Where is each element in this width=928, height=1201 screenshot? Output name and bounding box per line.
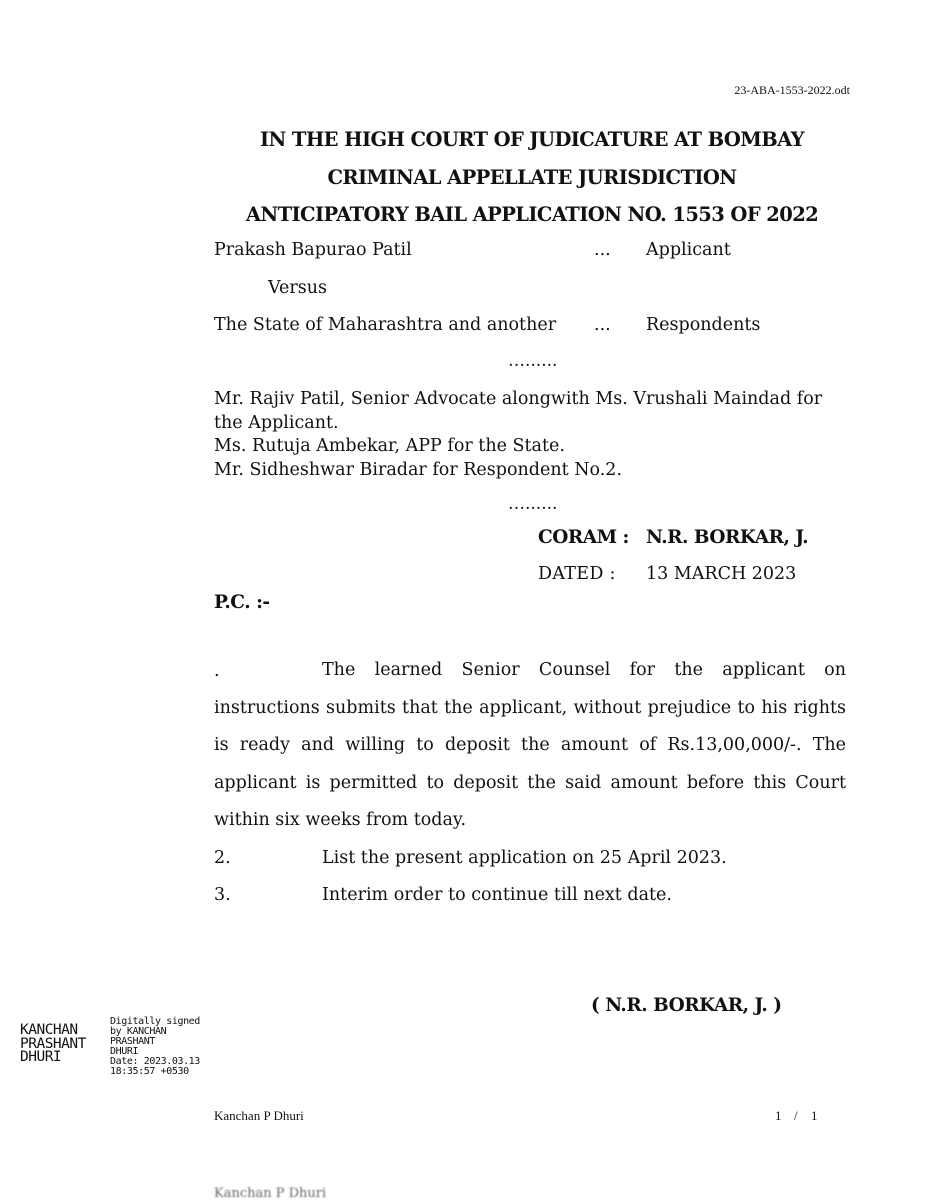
court-heading: IN THE HIGH COURT OF JUDICATURE AT BOMBAY — [260, 128, 804, 151]
dated-value: 13 MARCH 2023 — [646, 564, 797, 584]
footer-page-total: 1 — [811, 1108, 818, 1123]
respondent-role: Respondents — [646, 315, 761, 335]
applicant-dots: ... — [594, 240, 611, 260]
item-3-number: 3. — [214, 885, 231, 905]
judge-signature: ( N.R. BORKAR, J. ) — [591, 995, 782, 1016]
digital-signature-details: Digitally signed by KANCHAN PRASHANT DHURI Date: 2023.03.13 18:35:57 +0530 — [110, 1016, 200, 1077]
jurisdiction-heading: CRIMINAL APPELLATE JURISDICTION — [327, 166, 737, 189]
separator-bottom: …...... — [508, 494, 558, 514]
counsel-respondent: Mr. Sidheshwar Biradar for Respondent No.2. — [214, 459, 623, 480]
document-filename: 23-ABA-1553-2022.odt — [734, 83, 850, 97]
application-heading: ANTICIPATORY BAIL APPLICATION NO. 1553 OF 2022 — [245, 203, 819, 226]
versus-label: Versus — [268, 278, 327, 298]
item-3-text: Interim order to continue till next date. — [322, 885, 672, 905]
para1-marker: . — [214, 661, 220, 681]
footer-page-number: 1 — [775, 1108, 782, 1123]
separator-top: …...... — [508, 351, 558, 371]
pc-label: P.C. :- — [214, 592, 270, 613]
counsel-state: Ms. Rutuja Ambekar, APP for the State. — [214, 436, 565, 456]
counsel-list — [214, 388, 846, 482]
coram-label: CORAM : — [538, 527, 629, 548]
coram-value: N.R. BORKAR, J. — [646, 527, 809, 548]
item-2-text: List the present application on 25 April 2023. — [322, 848, 727, 868]
counsel-applicant: Mr. Rajiv Patil, Senior Advocate alongwith Ms. Vrushali Maindad for the Applicant. — [214, 389, 823, 433]
respondent-dots: ... — [594, 315, 611, 335]
applicant-role: Applicant — [646, 240, 731, 260]
next-page-ghost-author: Kanchan P Dhuri — [214, 1186, 327, 1201]
applicant-name: Prakash Bapurao Patil — [214, 240, 412, 260]
digital-signature-name: KANCHAN PRASHANT DHURI — [20, 1022, 86, 1065]
footer-author: Kanchan P Dhuri — [214, 1108, 304, 1123]
dated-label: DATED : — [538, 564, 616, 584]
order-paragraph-1: The learned Senior Counsel for the applicant on instructions submits that the applicant, without prejudice to his rights is ready and willing to deposit the amount of Rs.13,00,000/-. The applicant is permitted to deposit the said amount before this Court within six weeks from today. — [214, 660, 846, 830]
item-2-number: 2. — [214, 848, 231, 868]
footer-page-separator: / — [794, 1108, 798, 1123]
respondent-name: The State of Maharashtra and another — [214, 315, 557, 335]
